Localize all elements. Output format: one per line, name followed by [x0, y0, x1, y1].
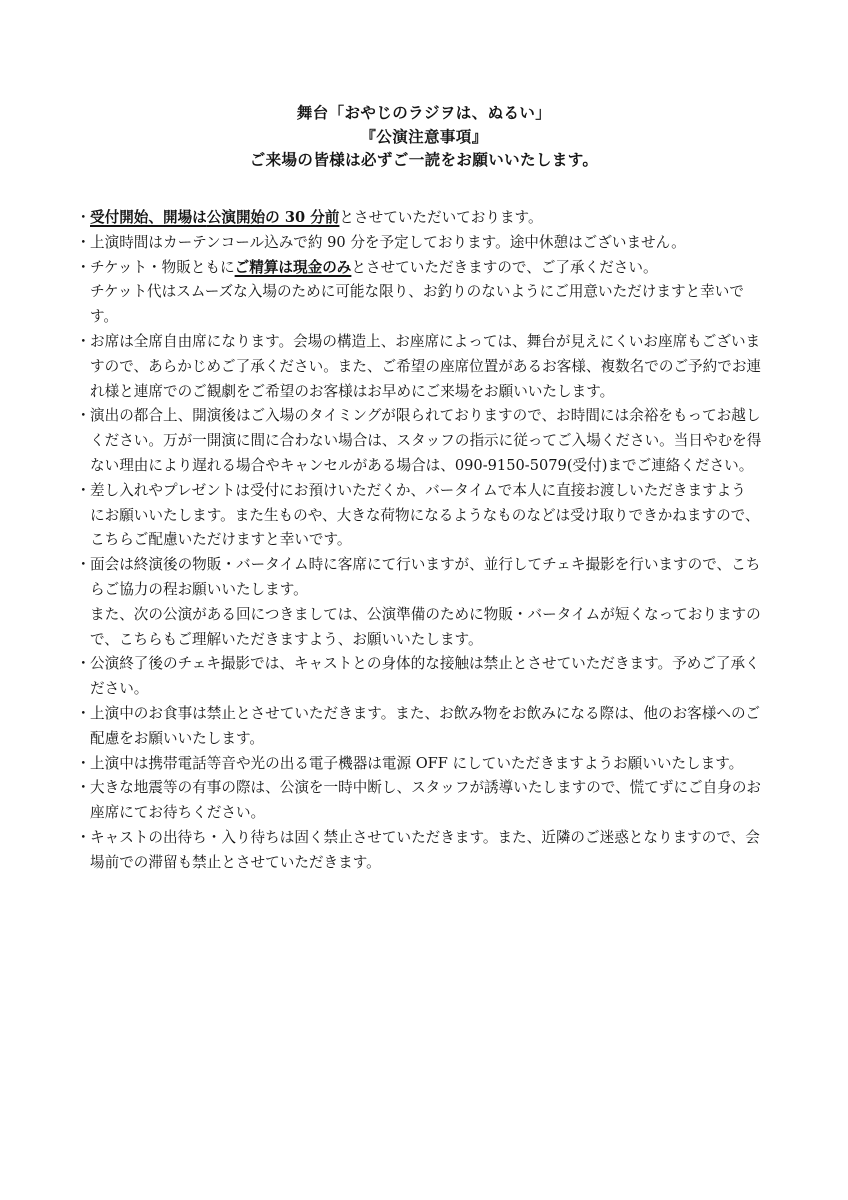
note-text: ない理由により遅れる場合やキャンセルがある場合は、090-9150-5079(受付)までご連絡ください。: [90, 456, 754, 474]
note-line: [90, 380, 776, 405]
note-text: 差し入れやプレゼントは受付にお預けいただくか、バータイムで本人に直接お渡しいただきますよう: [90, 481, 746, 499]
emphasized-text: 受付開始、開場は: [90, 209, 207, 226]
note-item: [76, 231, 776, 256]
title-block: [0, 101, 848, 172]
note-line: [90, 355, 776, 380]
note-line: [90, 280, 776, 305]
note-item: [76, 404, 776, 478]
note-text: 座席にてお待ちください。: [90, 804, 266, 822]
bullet-mark: ・: [76, 754, 91, 772]
note-text: 演出の都合上、開演後はご入場のタイミングが限られておりますので、お時間には余裕をもってお越し: [90, 407, 761, 425]
note-line: [90, 256, 776, 281]
note-text: ださい。: [90, 680, 149, 698]
note-text: 公演終了後のチェキ撮影では、キャストとの身体的な接触は禁止とさせていただきます。予めご了承く: [90, 655, 760, 673]
note-line: [90, 628, 776, 653]
note-text: 上演中のお食事は禁止とさせていただきます。また、お飲み物をお飲みになる際は、他のお客様へのご: [90, 704, 761, 722]
note-line: [90, 404, 776, 429]
note-item: [76, 256, 776, 330]
note-text: 大きな地震等の有事の際は、公演を一時中断し、スタッフが誘導いたしますので、慌てずにご自身のお: [90, 779, 762, 797]
note-text: れ様と連席でのご観劇をご希望のお客様はお早めにご来場をお願いいたします。: [90, 382, 615, 400]
bullet-mark: ・: [76, 209, 91, 226]
note-text: また、次の公演がある回につきましては、公演準備のために物販・バータイムが短くなっておりますの: [90, 605, 761, 623]
bullet-mark: ・: [76, 407, 91, 425]
note-text: らご協力の程お願いいたします。: [90, 580, 308, 598]
note-line: [90, 479, 776, 504]
note-line: [90, 578, 776, 603]
note-text: で、こちらもご理解いただきますよう、お願いいたします。: [90, 630, 483, 648]
note-text: 配慮をお願いいたします。: [90, 729, 264, 747]
bullet-mark: ・: [76, 779, 91, 797]
note-line: [90, 553, 776, 578]
note-line: [90, 677, 776, 702]
bullet-mark: ・: [76, 481, 91, 499]
note-line: [90, 504, 776, 529]
note-text: す。: [90, 308, 119, 326]
note-item: [76, 330, 776, 404]
note-text: こちらご配慮いただけますと幸いです。: [90, 531, 352, 549]
note-item: [76, 652, 776, 702]
note-line: [90, 851, 776, 876]
note-line: [90, 305, 776, 330]
note-text: 上演時間はカーテンコール込みで約 90 分を予定しております。途中休憩はございません。: [90, 233, 686, 251]
note-item: [76, 479, 776, 553]
note-text: とさせていただいております。: [339, 209, 543, 226]
notice-heading: 『公演注意事項』: [360, 126, 488, 146]
bullet-mark: ・: [76, 258, 91, 276]
note-line: [90, 801, 776, 826]
note-text: チケット・物販ともに: [90, 258, 235, 276]
bullet-mark: ・: [76, 233, 91, 251]
note-line: [90, 330, 776, 355]
emphasized-text: ご精算は現金のみ: [234, 258, 352, 276]
play-title: 舞台「おやじのラジヲは、ぬるい」: [296, 103, 552, 122]
note-item: [76, 826, 776, 876]
note-line: [90, 702, 776, 727]
note-line: [90, 454, 776, 479]
bullet-mark: ・: [76, 655, 91, 673]
note-text: ください。万が一開演に間に合わない場合は、スタッフの指示に従ってご入場ください。当日やむを得: [90, 432, 762, 450]
note-line: [90, 603, 776, 628]
note-item: [76, 702, 776, 752]
note-item: [76, 776, 776, 826]
note-text: 上演中は携帯電話等音や光の出る電子機器は電源 OFF にしていただきますようお願いいたします。: [90, 754, 744, 772]
note-item: [76, 752, 776, 777]
note-text: すので、あらかじめご了承ください。また、ご希望の座席位置があるお客様、複数名でのご予約でお連: [90, 357, 762, 375]
note-item: [76, 553, 776, 652]
notes-list: [76, 206, 776, 876]
note-line: [90, 429, 776, 454]
note-text: キャストの出待ち・入り待ちは固く禁止させていただきます。また、近隣のご迷惑となりますので、会: [90, 828, 760, 846]
note-text: チケット代はスムーズな入場のために可能な限り、お釣りのないようにご用意いただけますと幸いで: [90, 283, 744, 301]
note-line: [90, 826, 776, 851]
emphasized-text: 公演開始の 30 分前: [206, 209, 340, 226]
bullet-mark: ・: [76, 704, 91, 722]
note-text: 場前での滞留も禁止とさせていただきます。: [90, 853, 381, 871]
note-item: [76, 206, 776, 231]
note-line: [90, 206, 776, 231]
read-request: ご来場の皆様は必ずご一読をお願いいたします。: [249, 150, 599, 170]
note-line: [90, 231, 776, 256]
note-text: にお願いいたします。また生ものや、大きな荷物になるようなものなどは受け取りできかねますので、: [90, 506, 760, 524]
note-text: 面会は終演後の物販・バータイム時に客席にて行いますが、並行してチェキ撮影を行いますので、こち: [90, 556, 761, 574]
note-text: お席は全席自由席になります。会場の構造上、お座席によっては、舞台が見えにくいお座席もございま: [90, 332, 761, 350]
bullet-mark: ・: [76, 556, 91, 574]
bullet-mark: ・: [76, 332, 91, 350]
note-line: [90, 752, 776, 777]
note-line: [90, 776, 776, 801]
note-line: [90, 652, 776, 677]
note-line: [90, 528, 776, 553]
note-line: [90, 727, 776, 752]
bullet-mark: ・: [76, 828, 91, 846]
note-text: とさせていただきますので、ご了承ください。: [351, 258, 658, 276]
